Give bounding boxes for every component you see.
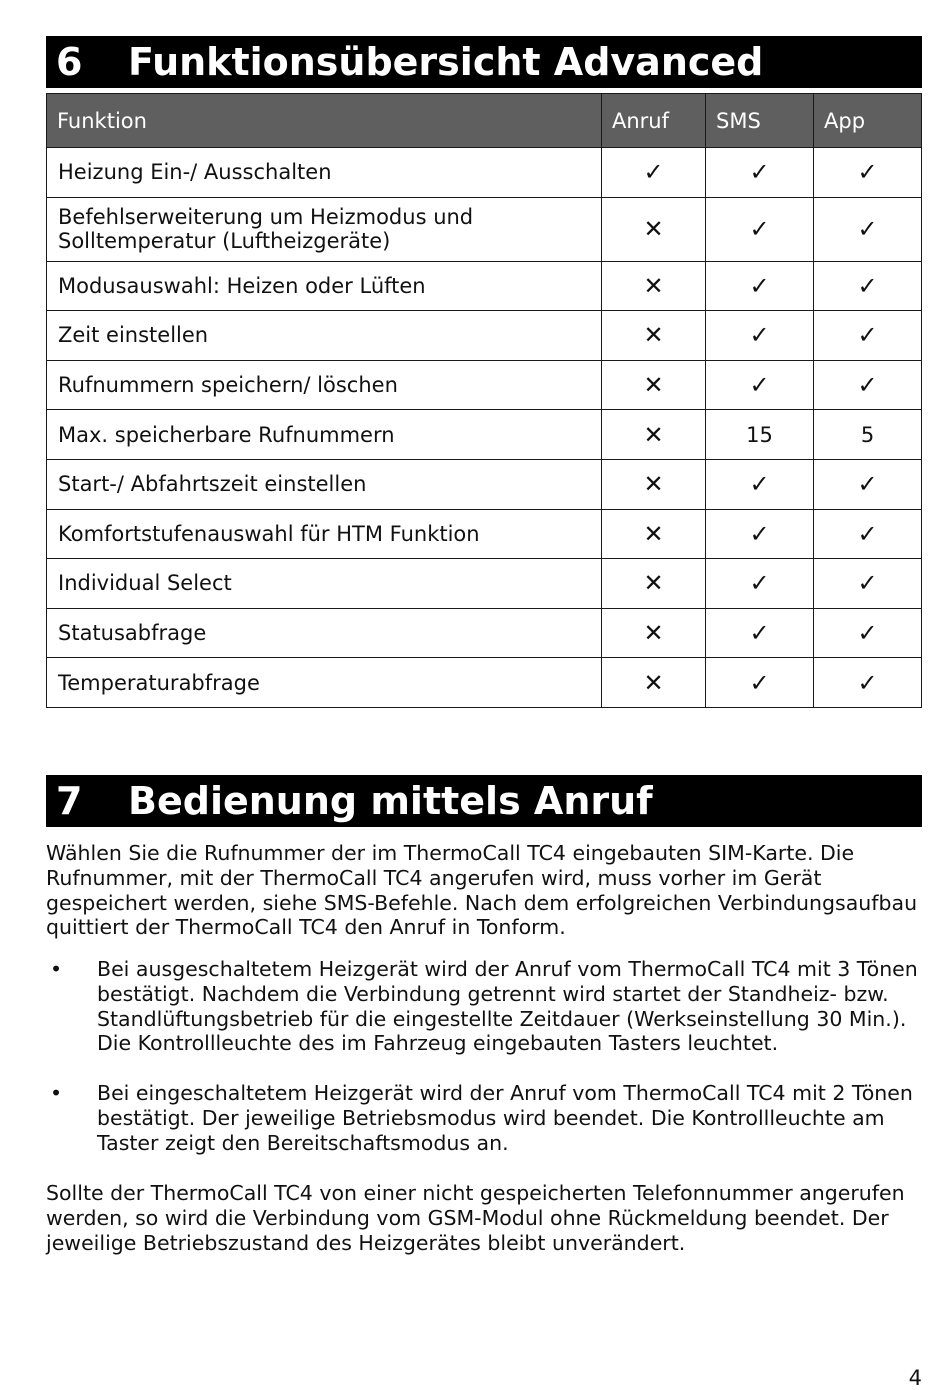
function-cell: Max. speicherbare Rufnummern	[47, 410, 602, 460]
function-cell: Komfortstufenauswahl für HTM Funktion	[47, 509, 602, 559]
check-icon: ✓	[706, 148, 814, 198]
section-title: Bedienung mittels Anruf	[128, 779, 653, 823]
column-header-sms: SMS	[706, 94, 814, 148]
section-title: Funktionsübersicht Advanced	[128, 40, 764, 84]
table-row	[47, 148, 922, 198]
check-icon: ✓	[706, 360, 814, 410]
column-header-anruf: Anruf	[602, 94, 706, 148]
table-row	[47, 459, 922, 509]
function-cell: Start-/ Abfahrtszeit einstellen	[47, 459, 602, 509]
cross-icon: ✕	[602, 658, 706, 708]
table-row	[47, 658, 922, 708]
check-icon: ✓	[814, 509, 922, 559]
check-icon: ✓	[706, 509, 814, 559]
cross-icon: ✕	[602, 509, 706, 559]
function-cell: Befehlserweiterung um Heizmodus und Solltemperatur (Luftheizgeräte)	[47, 197, 602, 261]
check-icon: ✓	[706, 261, 814, 311]
cross-icon: ✕	[602, 197, 706, 261]
section-7-heading	[46, 775, 922, 827]
check-icon: ✓	[814, 608, 922, 658]
check-icon: ✓	[814, 148, 922, 198]
check-icon: ✓	[814, 559, 922, 609]
app-count-value: 5	[814, 410, 922, 460]
closing-paragraph: Sollte der ThermoCall TC4 von einer nicht gespeicherten Telefonnummer angerufen werden, so wird die Verbindung vom GSM-Modul ohne Rückmeldung beendet. Der jeweilige Betriebszustand des Heizgerätes bleibt unverändert.	[46, 1181, 905, 1255]
table-row	[47, 360, 922, 410]
section-6-heading	[46, 36, 922, 88]
function-cell: Zeit einstellen	[47, 311, 602, 361]
table-header-row	[47, 94, 922, 148]
function-cell: Heizung Ein-/ Ausschalten	[47, 148, 602, 198]
bullet-text: Bei eingeschaltetem Heizgerät wird der Anruf vom ThermoCall TC4 mit 2 Tönen bestätigt. Der jeweilige Betriebsmodus wird beendet. Die Kontrollleuchte am Taster zeigt den Bereitschaftsmodus an.	[97, 1081, 913, 1155]
cross-icon: ✕	[602, 261, 706, 311]
function-cell: Individual Select	[47, 559, 602, 609]
table-row	[47, 197, 922, 261]
cross-icon: ✕	[602, 608, 706, 658]
cross-icon: ✕	[602, 360, 706, 410]
check-icon: ✓	[706, 559, 814, 609]
section-number: 7	[56, 779, 83, 823]
check-icon: ✓	[814, 261, 922, 311]
cross-icon: ✕	[602, 459, 706, 509]
cross-icon: ✕	[602, 311, 706, 361]
check-icon: ✓	[602, 148, 706, 198]
table-row	[47, 559, 922, 609]
check-icon: ✓	[814, 459, 922, 509]
check-icon: ✓	[706, 658, 814, 708]
column-header-app: App	[814, 94, 922, 148]
function-cell: Temperaturabfrage	[47, 658, 602, 708]
section-number: 6	[56, 40, 83, 84]
check-icon: ✓	[814, 311, 922, 361]
check-icon: ✓	[706, 608, 814, 658]
check-icon: ✓	[706, 459, 814, 509]
cross-icon: ✕	[602, 559, 706, 609]
column-header-funktion: Funktion	[47, 94, 602, 148]
check-icon: ✓	[706, 197, 814, 261]
function-cell: Rufnummern speichern/ löschen	[47, 360, 602, 410]
table-row	[47, 261, 922, 311]
function-cell: Modusauswahl: Heizen oder Lüften	[47, 261, 602, 311]
check-icon: ✓	[814, 360, 922, 410]
intro-paragraph: Wählen Sie die Rufnummer der im ThermoCall TC4 eingebauten SIM-Karte. Die Rufnummer, mit der ThermoCall TC4 angerufen wird, muss vorher im Gerät gespeichert werden, siehe SMS-Befehle. Nach dem erfolgreichen Verbindungsaufbau quittiert der ThermoCall TC4 den Anruf in Tonform.	[46, 841, 918, 940]
table-row	[47, 311, 922, 361]
table-row	[47, 608, 922, 658]
page-number: 4	[908, 1366, 922, 1390]
bullet-icon: •	[50, 1081, 63, 1105]
check-icon: ✓	[814, 197, 922, 261]
function-cell: Statusabfrage	[47, 608, 602, 658]
sms-count-value: 15	[706, 410, 814, 460]
bullet-icon: •	[50, 957, 63, 981]
check-icon: ✓	[706, 311, 814, 361]
cross-icon: ✕	[602, 410, 706, 460]
table-row	[47, 509, 922, 559]
table-row	[47, 410, 922, 460]
check-icon: ✓	[814, 658, 922, 708]
bullet-text: Bei ausgeschaltetem Heizgerät wird der Anruf vom ThermoCall TC4 mit 3 Tönen bestätigt. Nachdem die Verbindung getrennt wird startet der Standheiz- bzw. Standlüftungsbetrieb für die eingestellte Zeitdauer (Werkseinstellung 30 Min.). Die Kontrollleuchte des im Fahrzeug eingebauten Tasters leuchtet.	[97, 957, 918, 1056]
function-overview-table	[46, 93, 922, 708]
